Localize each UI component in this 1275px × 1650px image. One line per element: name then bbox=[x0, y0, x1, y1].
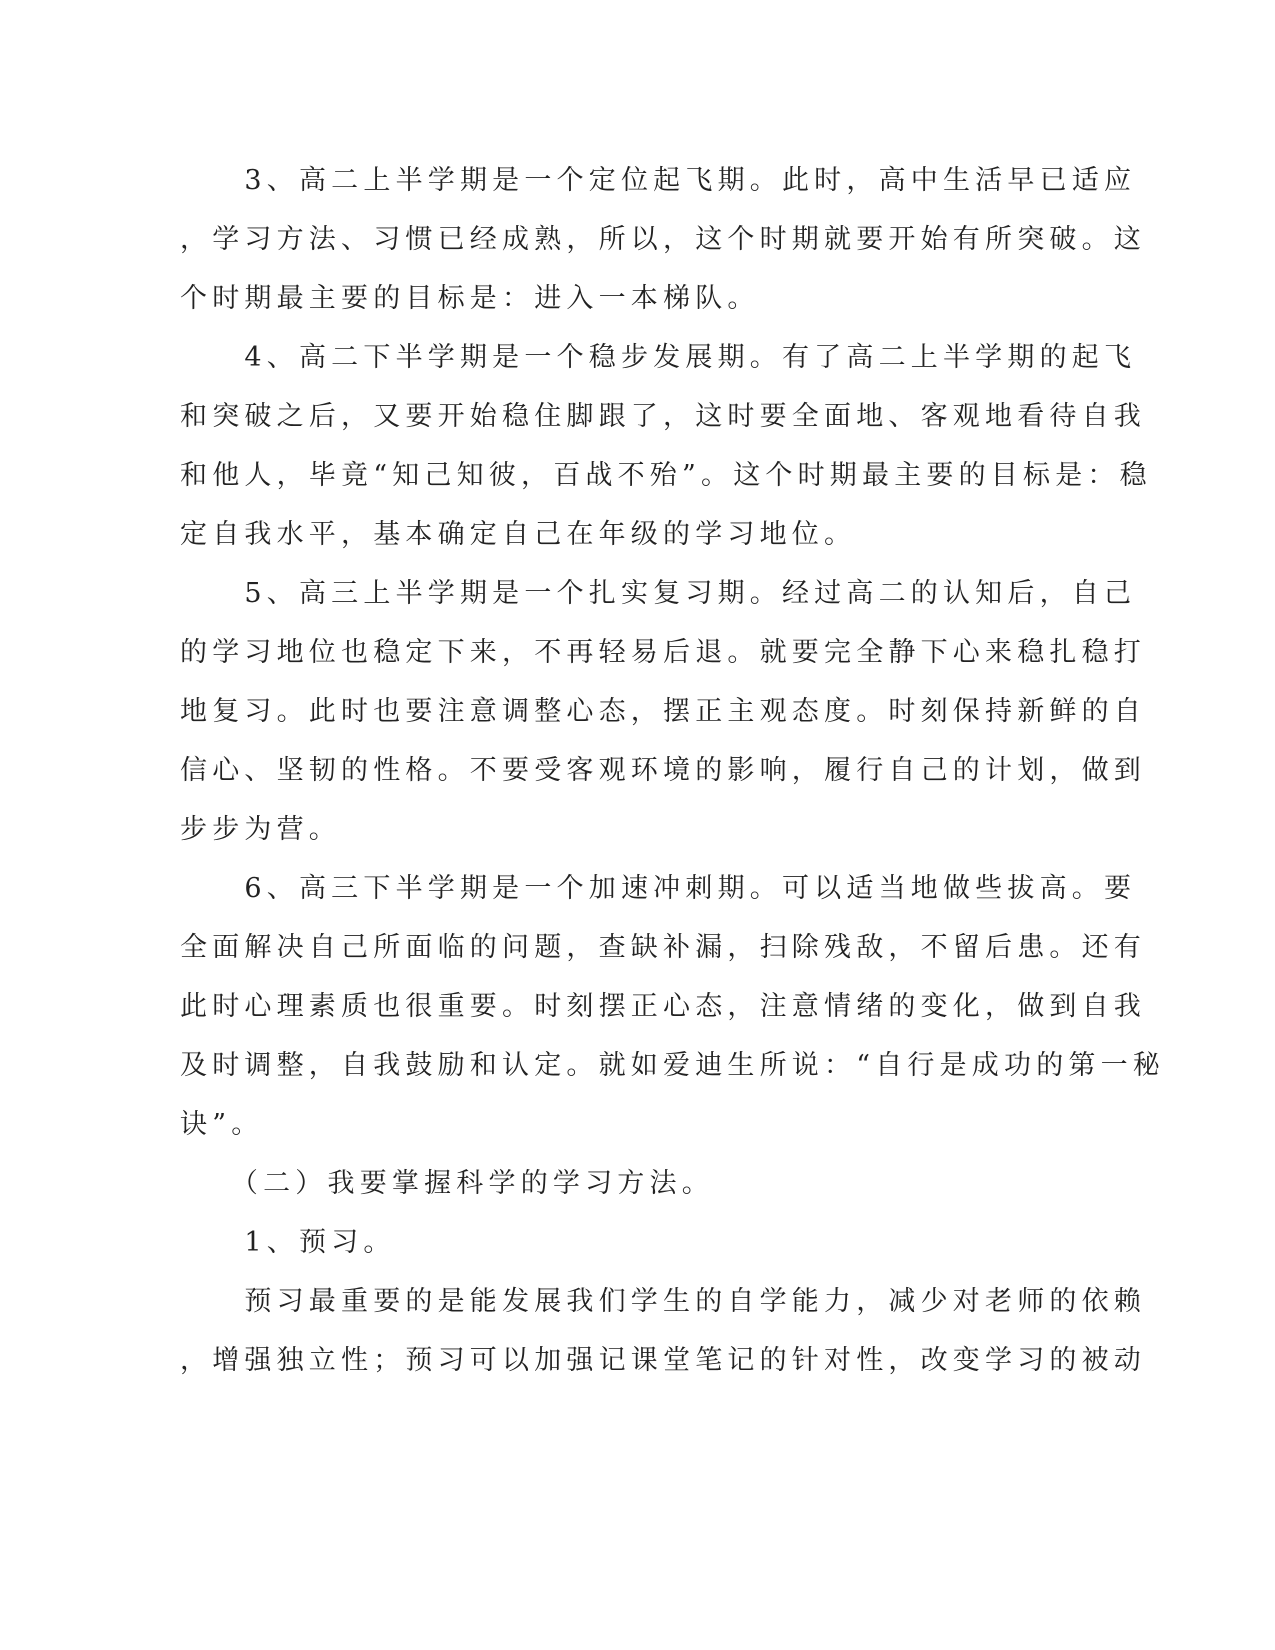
section-heading-2: （二）我要掌握科学的学习方法。 bbox=[180, 1168, 714, 1199]
paragraph-5-line-4: 信心、坚韧的性格。不要受客观环境的影响，履行自己的计划，做到 bbox=[180, 755, 1146, 786]
paragraph-3-line-3: 个时期最主要的目标是：进入一本梯队。 bbox=[180, 283, 760, 314]
paragraph-5-line-1: 5、高三上半学期是一个扎实复习期。经过高二的认知后，自己 bbox=[180, 578, 1137, 609]
paragraph-6-line-1: 6、高三下半学期是一个加速冲刺期。可以适当地做些拔高。要 bbox=[180, 873, 1137, 904]
paragraph-6-line-5: 诀”。 bbox=[180, 1109, 264, 1140]
paragraph-5-line-3: 地复习。此时也要注意调整心态，摆正主观态度。时刻保持新鲜的自 bbox=[180, 696, 1146, 727]
subheading-preview: 1、预习。 bbox=[180, 1227, 396, 1258]
paragraph-6-line-4: 及时调整，自我鼓励和认定。就如爱迪生所说：“自行是成功的第一秘 bbox=[180, 1050, 1166, 1081]
paragraph-preview-line-1: 预习最重要的是能发展我们学生的自学能力，减少对老师的依赖 bbox=[180, 1286, 1146, 1317]
paragraph-4-line-2: 和突破之后，又要开始稳住脚跟了，这时要全面地、客观地看待自我 bbox=[180, 401, 1146, 432]
paragraph-5-line-2: 的学习地位也稳定下来，不再轻易后退。就要完全静下心来稳扎稳打 bbox=[180, 637, 1146, 668]
paragraph-4-line-1: 4、高二下半学期是一个稳步发展期。有了高二上半学期的起飞 bbox=[180, 342, 1137, 373]
paragraph-5-line-5: 步步为营。 bbox=[180, 814, 341, 845]
paragraph-6-line-2: 全面解决自己所面临的问题，查缺补漏，扫除残敌，不留后患。还有 bbox=[180, 932, 1146, 963]
paragraph-6-line-3: 此时心理素质也很重要。时刻摆正心态，注意情绪的变化，做到自我 bbox=[180, 991, 1146, 1022]
paragraph-3-line-1: 3、高二上半学期是一个定位起飞期。此时，高中生活早已适应 bbox=[180, 165, 1137, 196]
paragraph-preview-line-2: ，增强独立性；预习可以加强记课堂笔记的针对性，改变学习的被动 bbox=[180, 1345, 1146, 1376]
paragraph-4-line-3: 和他人，毕竟“知己知彼，百战不殆”。这个时期最主要的目标是：稳 bbox=[180, 460, 1152, 491]
paragraph-3-line-2: ，学习方法、习惯已经成熟，所以，这个时期就要开始有所突破。这 bbox=[180, 224, 1146, 255]
paragraph-4-line-4: 定自我水平，基本确定自己在年级的学习地位。 bbox=[180, 519, 857, 550]
